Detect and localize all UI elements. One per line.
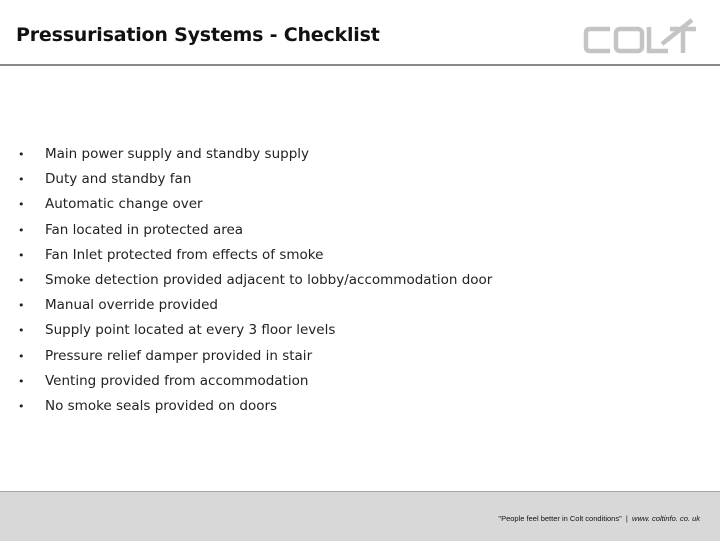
list-item-text: No smoke seals provided on doors: [45, 397, 278, 414]
footer-separator: |: [625, 514, 628, 523]
list-item-text: Smoke detection provided adjacent to lobby/accommodation door: [45, 271, 493, 288]
colt-logo: [582, 18, 700, 56]
slide-header: [0, 0, 720, 66]
list-item-text: Fan located in protected area: [45, 221, 244, 238]
list-item-text: Fan Inlet protected from effects of smoke: [45, 246, 324, 263]
colt-logo-graphic: [582, 18, 700, 56]
bullet-icon: •: [18, 248, 25, 262]
slide-title: Pressurisation Systems - Checklist: [16, 24, 380, 46]
footer-url[interactable]: www. coltinfo. co. uk: [632, 514, 700, 523]
bullet-icon: •: [18, 148, 25, 161]
bullet-icon: •: [18, 374, 25, 388]
list-item-text: Automatic change over: [45, 196, 203, 213]
list-item-text: Manual override provided: [45, 297, 218, 314]
bullet-icon: •: [18, 349, 25, 363]
list-item-text: Supply point located at every 3 floor levels: [45, 322, 336, 339]
list-item-text: Pressure relief damper provided in stair: [45, 347, 313, 364]
bullet-icon: •: [18, 399, 25, 413]
bullet-icon: •: [18, 173, 25, 187]
bullet-icon: •: [18, 299, 25, 313]
bullet-icon: •: [18, 198, 25, 212]
list-item-text: Venting provided from accommodation: [45, 372, 309, 389]
footer-text: [498, 514, 700, 523]
footer-slogan: "People feel better in Colt conditions": [498, 514, 622, 523]
list-item-text: Main power supply and standby supply: [45, 146, 310, 162]
bullet-icon: •: [18, 324, 25, 338]
slide-footer: [0, 491, 720, 541]
bullet-icon: •: [18, 273, 25, 287]
bullet-icon: •: [18, 223, 25, 237]
list-item-text: Duty and standby fan: [45, 171, 192, 188]
